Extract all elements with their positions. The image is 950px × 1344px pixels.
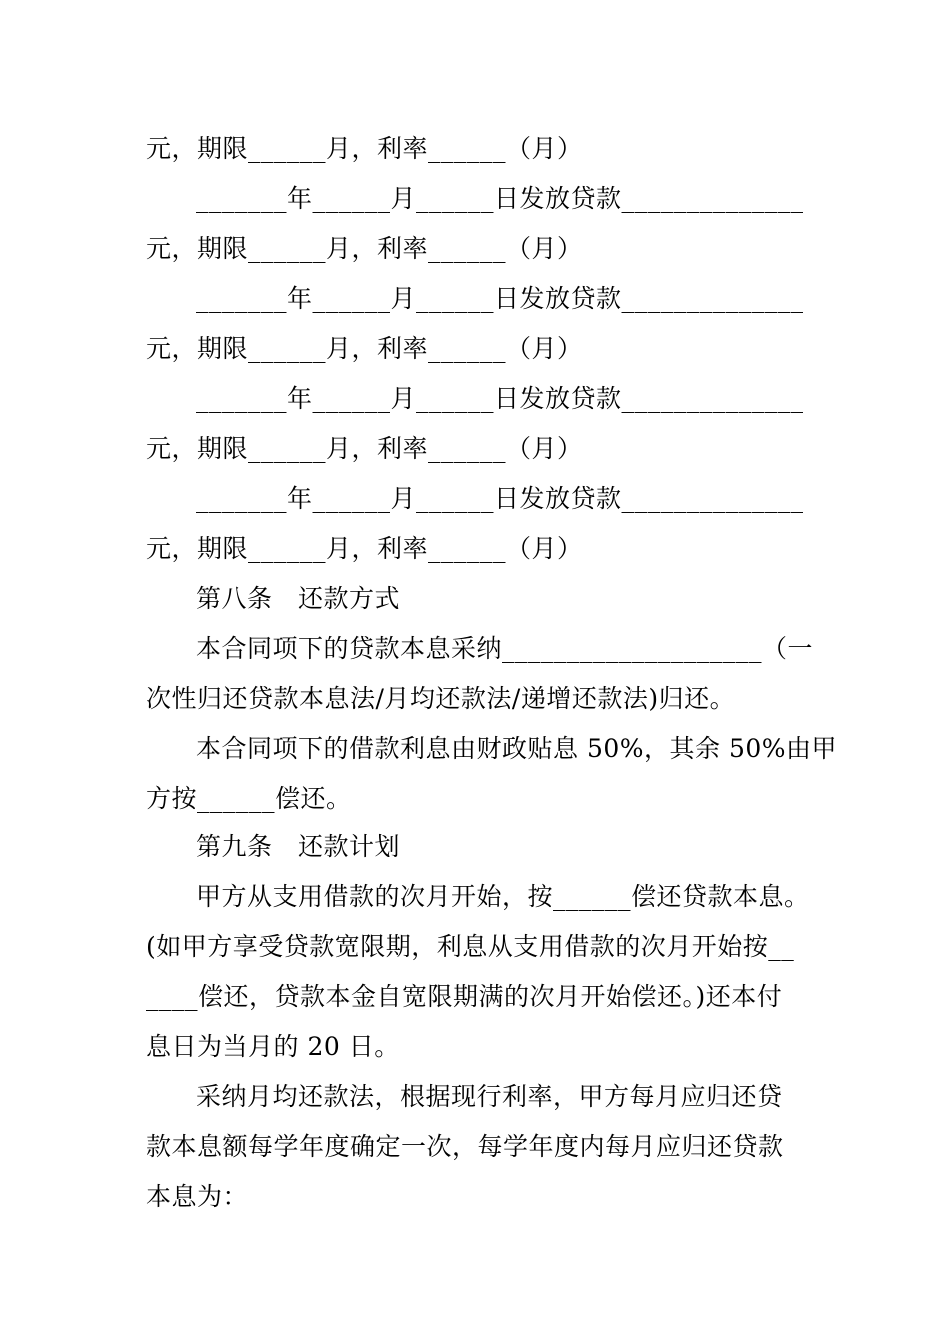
- text-line: 方按______偿还。: [146, 784, 352, 813]
- text-line: 本合同项下的借款利息由财政贴息 50%，其余 50%由甲: [196, 734, 838, 763]
- section-heading: 第九条 还款计划: [196, 832, 401, 861]
- text-line: _______年______月______日发放贷款______________: [196, 184, 804, 213]
- text-line: _______年______月______日发放贷款______________: [196, 484, 804, 513]
- text-line: 本合同项下的贷款本息采纳____________________（一: [196, 634, 814, 663]
- text-line: 采纳月均还款法，根据现行利率，甲方每月应归还贷: [196, 1082, 783, 1111]
- text-line: _______年______月______日发放贷款______________: [196, 284, 804, 313]
- text-line: 元，期限______月，利率______（月）: [146, 534, 583, 563]
- text-line: 本息为：: [146, 1182, 249, 1211]
- text-line: _______年______月______日发放贷款______________: [196, 384, 804, 413]
- text-line: (如甲方享受贷款宽限期，利息从支用借款的次月开始按__: [146, 932, 795, 961]
- text-line: 元，期限______月，利率______（月）: [146, 234, 583, 263]
- text-line: 甲方从支用借款的次月开始，按______偿还贷款本息。: [196, 882, 810, 911]
- text-line: 元，期限______月，利率______（月）: [146, 134, 583, 163]
- text-line: 息日为当月的 20 日。: [146, 1032, 400, 1061]
- text-line: 元，期限______月，利率______（月）: [146, 334, 583, 363]
- text-line: 款本息额每学年度确定一次，每学年度内每月应归还贷款: [146, 1132, 784, 1161]
- text-line: 次性归还贷款本息法/月均还款法/递增还款法)归还。: [146, 684, 736, 713]
- text-line: 元，期限______月，利率______（月）: [146, 434, 583, 463]
- section-heading: 第八条 还款方式: [196, 584, 401, 613]
- text-line: ____偿还，贷款本金自宽限期满的次月开始偿还。)还本付: [146, 982, 783, 1011]
